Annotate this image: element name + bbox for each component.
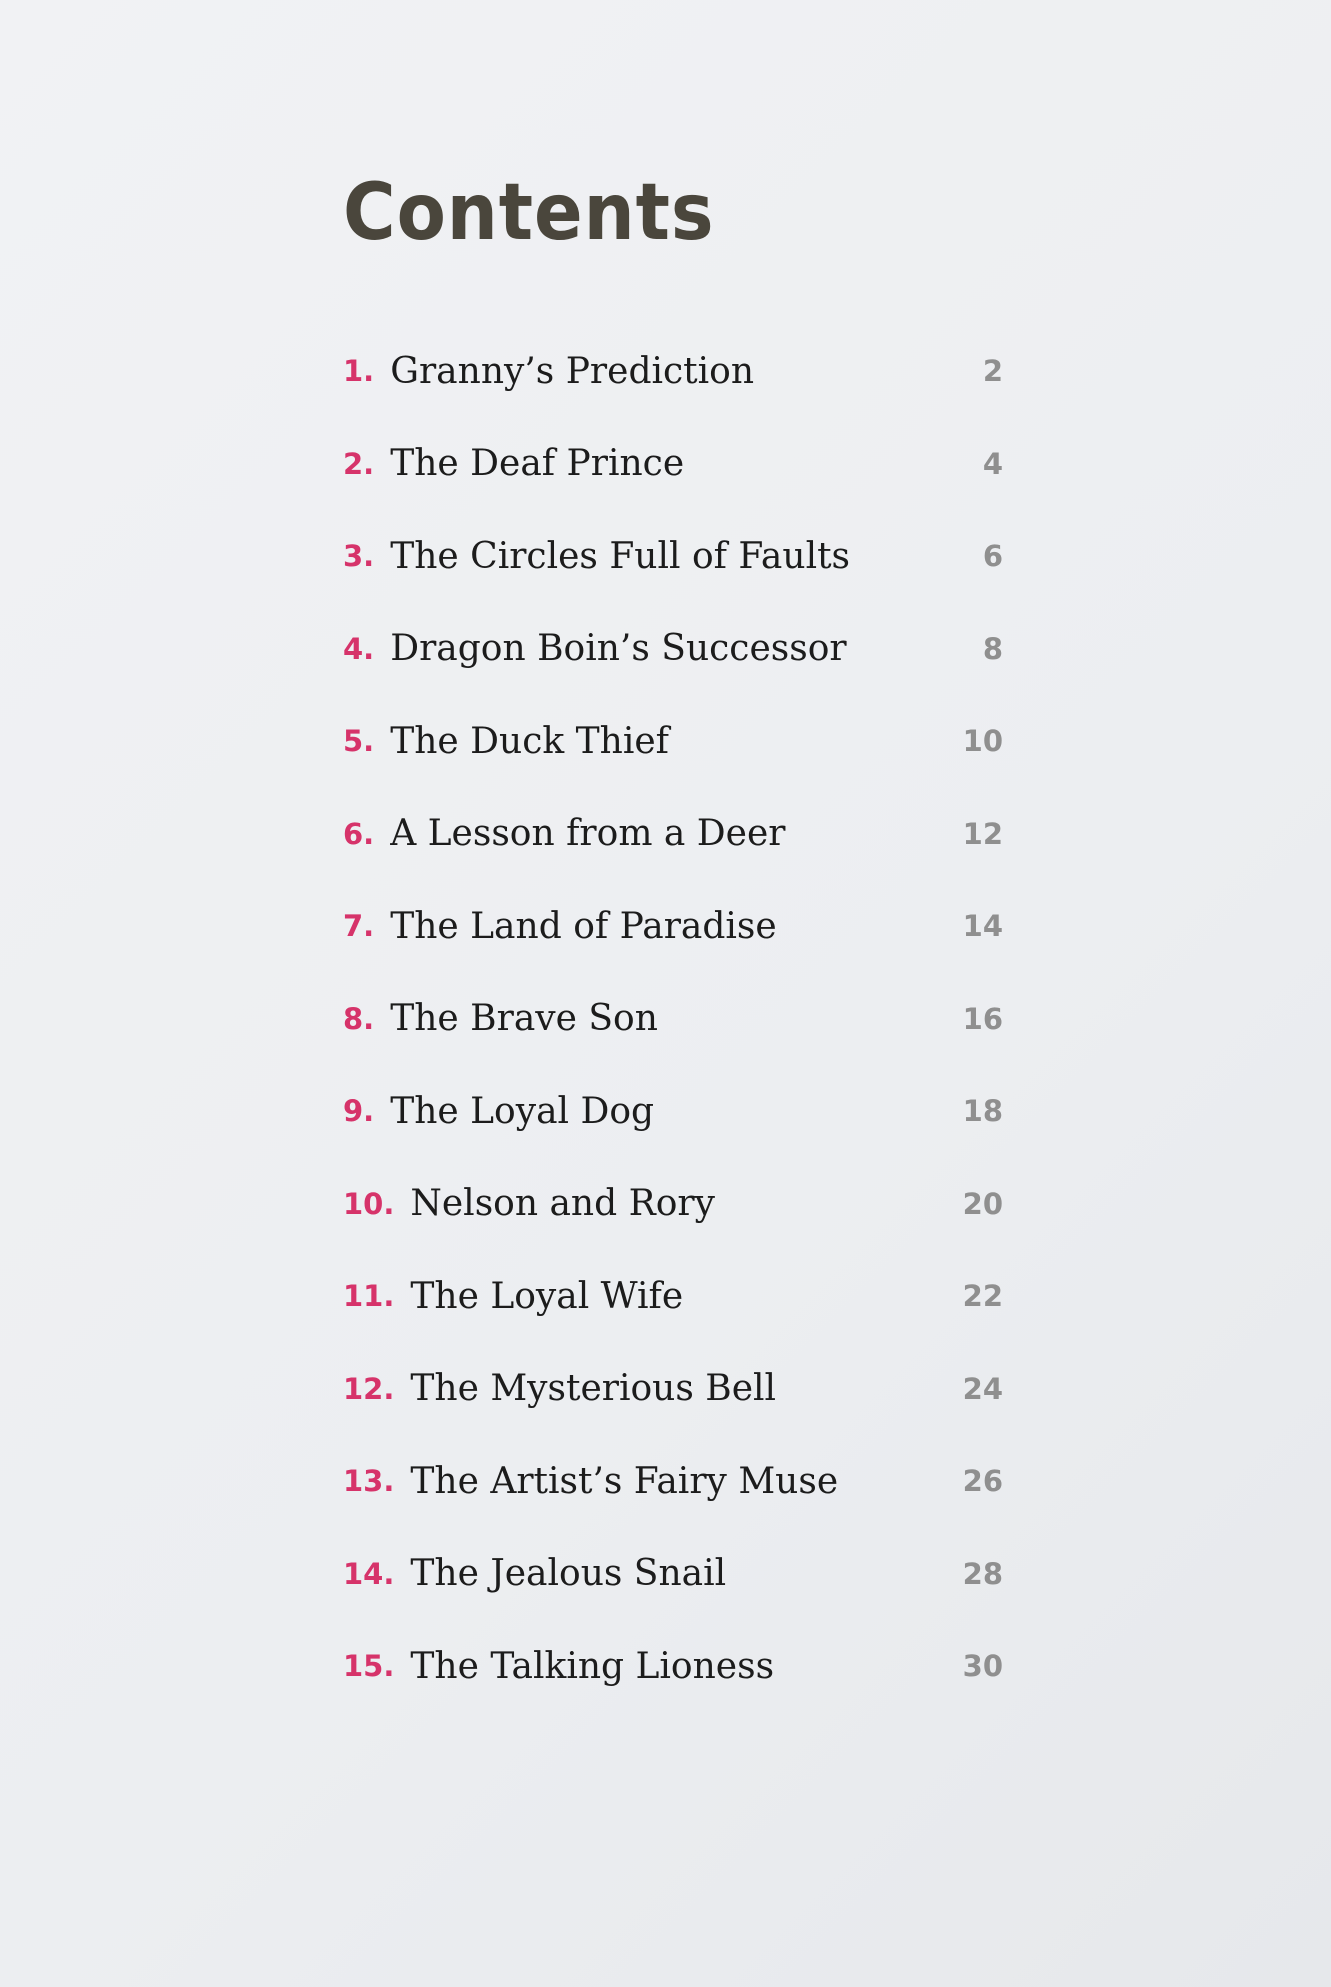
toc-entry <box>343 880 1003 973</box>
entry-title: The Duck Thief <box>390 720 669 762</box>
entry-number: 14. <box>343 1556 395 1591</box>
entry-number: 4. <box>343 631 375 666</box>
toc-entry <box>343 1620 1003 1713</box>
entry-title: The Circles Full of Faults <box>390 535 851 577</box>
entry-number: 9. <box>343 1094 375 1129</box>
entry-page: 16 <box>962 1001 1003 1036</box>
entry-number: 7. <box>343 909 375 944</box>
toc-entry <box>343 1343 1003 1436</box>
entry-number: 15. <box>343 1649 395 1684</box>
toc-entry <box>343 1158 1003 1251</box>
toc-entry <box>343 788 1003 881</box>
table-of-contents <box>343 325 1003 1713</box>
entry-number: 5. <box>343 724 375 759</box>
entry-page: 26 <box>962 1464 1003 1499</box>
entry-title: A Lesson from a Deer <box>390 813 786 855</box>
entry-number: 10. <box>343 1186 395 1221</box>
entry-page: 22 <box>962 1279 1003 1314</box>
entry-title: The Talking Lioness <box>410 1645 775 1687</box>
entry-page: 12 <box>962 816 1003 851</box>
entry-title: Dragon Boin’s Successor <box>390 628 847 670</box>
entry-number: 11. <box>343 1279 395 1314</box>
toc-entry <box>343 1435 1003 1528</box>
entry-page: 4 <box>982 446 1003 481</box>
entry-title: The Land of Paradise <box>390 905 777 947</box>
entry-title: The Brave Son <box>390 998 658 1040</box>
toc-entry <box>343 418 1003 511</box>
entry-title: The Loyal Wife <box>410 1275 684 1317</box>
entry-number: 13. <box>343 1464 395 1499</box>
entry-title: The Mysterious Bell <box>410 1368 777 1410</box>
toc-entry <box>343 1065 1003 1158</box>
toc-entry <box>343 325 1003 418</box>
entry-number: 6. <box>343 816 375 851</box>
toc-entry <box>343 1528 1003 1621</box>
entry-title: The Artist’s Fairy Muse <box>410 1460 839 1502</box>
toc-entry <box>343 510 1003 603</box>
entry-page: 18 <box>962 1094 1003 1129</box>
entry-number: 1. <box>343 354 375 389</box>
entry-number: 3. <box>343 539 375 574</box>
entry-title: Nelson and Rory <box>410 1183 715 1225</box>
toc-entry <box>343 603 1003 696</box>
entry-page: 14 <box>962 909 1003 944</box>
entry-page: 8 <box>982 631 1003 666</box>
entry-number: 2. <box>343 446 375 481</box>
page-title: Contents <box>343 168 715 258</box>
entry-page: 30 <box>962 1649 1003 1684</box>
entry-number: 12. <box>343 1371 395 1406</box>
entry-title: Granny’s Prediction <box>390 350 754 392</box>
toc-entry <box>343 1250 1003 1343</box>
toc-entry <box>343 973 1003 1066</box>
entry-page: 6 <box>982 539 1003 574</box>
entry-title: The Loyal Dog <box>390 1090 655 1132</box>
entry-page: 10 <box>962 724 1003 759</box>
entry-number: 8. <box>343 1001 375 1036</box>
entry-title: The Deaf Prince <box>390 443 685 485</box>
toc-entry <box>343 695 1003 788</box>
entry-page: 28 <box>962 1556 1003 1591</box>
entry-title: The Jealous Snail <box>410 1553 727 1595</box>
entry-page: 20 <box>962 1186 1003 1221</box>
entry-page: 2 <box>982 354 1003 389</box>
entry-page: 24 <box>962 1371 1003 1406</box>
